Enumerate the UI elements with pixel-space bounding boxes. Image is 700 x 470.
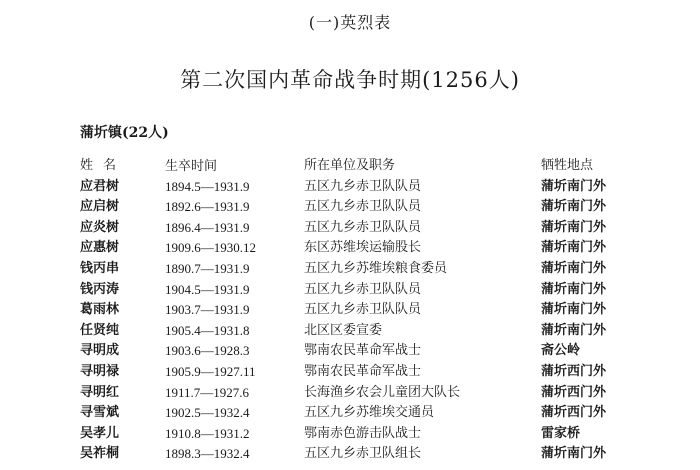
cell-name: 吴孝儿 [80,425,120,441]
header-unit: 所在单位及职务 [304,158,396,173]
cell-place: 蒲圻南门外 [541,199,607,215]
cell-name: 应君树 [80,178,120,194]
header-place: 牺牲地点 [541,158,594,173]
cell-place: 蒲圻南门外 [541,322,607,338]
cell-place: 蒲圻南门外 [541,178,607,194]
cell-place: 蒲圻南门外 [541,446,607,462]
cell-name: 应启树 [80,199,120,215]
cell-unit: 五区九乡赤卫队组长 [304,446,422,462]
header-name: 姓名 [80,158,127,173]
town-subheading: 蒲圻镇(22人) [80,125,169,141]
cell-dates: 1890.7—1931.9 [165,260,250,276]
cell-dates: 1903.7—1931.9 [165,302,250,318]
cell-unit: 五区九乡苏维埃交通员 [304,405,435,421]
cell-unit: 鄂南农民革命军战士 [304,343,422,359]
cell-name: 任贤纯 [80,322,120,338]
table-row [0,403,700,424]
cell-dates: 1903.6—1928.3 [165,343,250,359]
cell-name: 应炎树 [80,219,120,235]
table-row [0,238,700,259]
cell-dates: 1892.6—1931.9 [165,199,250,215]
cell-name: 寻明禄 [80,363,120,379]
header-dates: 生卒时间 [165,158,218,173]
cell-place: 蒲圻西门外 [541,405,607,421]
cell-dates: 1904.5—1931.9 [165,281,250,297]
cell-place: 蒲圻南门外 [541,240,607,256]
cell-place: 斋公岭 [541,343,581,359]
table-row [0,321,700,342]
table-row [0,341,700,362]
cell-unit: 五区九乡赤卫队队员 [304,219,422,235]
cell-name: 应惠树 [80,240,120,256]
cell-unit: 北区区委宣委 [304,322,383,338]
cell-unit: 五区九乡赤卫队队员 [304,302,422,318]
cell-place: 蒲圻南门外 [541,219,607,235]
cell-dates: 1911.7—1927.6 [165,384,250,400]
cell-dates: 1909.6—1930.12 [165,240,256,256]
cell-unit: 五区九乡赤卫队队员 [304,199,422,215]
cell-unit: 东区苏维埃运输股长 [304,240,422,256]
table-row [0,177,700,198]
cell-name: 寻明红 [80,384,120,400]
cell-place: 蒲圻南门外 [541,260,607,276]
cell-unit: 五区九乡苏维埃粮食委员 [304,260,448,276]
cell-place: 蒲圻西门外 [541,363,607,379]
section-title: (一)英烈表 [308,13,392,32]
cell-name: 吴祚桐 [80,446,120,462]
table-row [0,197,700,218]
cell-place: 雷家桥 [541,425,581,441]
cell-dates: 1896.4—1931.9 [165,219,250,235]
table-row [0,218,700,239]
main-title: 第二次国内革命战争时期(1256人) [180,68,520,92]
cell-name: 葛雨林 [80,302,120,318]
cell-name: 钱丙串 [80,260,120,276]
cell-unit: 五区九乡赤卫队队员 [304,178,422,194]
cell-dates: 1905.9—1927.11 [165,363,256,379]
martyrs-table [0,156,700,465]
table-header-row [0,156,700,177]
cell-unit: 长海渔乡农会儿童团大队长 [304,384,461,400]
table-row [0,300,700,321]
cell-place: 蒲圻西门外 [541,384,607,400]
cell-dates: 1905.4—1931.8 [165,322,250,338]
table-row [0,383,700,404]
cell-name: 钱丙涛 [80,281,120,297]
cell-name: 寻明成 [80,343,120,359]
table-body [0,177,700,465]
cell-dates: 1902.5—1932.4 [165,405,250,421]
cell-dates: 1898.3—1932.4 [165,446,250,462]
cell-unit: 鄂南赤色游击队战士 [304,425,422,441]
cell-dates: 1910.8—1931.2 [165,425,250,441]
table-row [0,362,700,383]
cell-dates: 1894.5—1931.9 [165,178,250,194]
table-row [0,259,700,280]
cell-name: 寻雪斌 [80,405,120,421]
cell-unit: 鄂南农民革命军战士 [304,363,422,379]
table-row [0,280,700,301]
cell-place: 蒲圻南门外 [541,302,607,318]
cell-place: 蒲圻南门外 [541,281,607,297]
cell-unit: 五区九乡赤卫队队员 [304,281,422,297]
table-row [0,424,700,445]
table-row [0,444,700,465]
